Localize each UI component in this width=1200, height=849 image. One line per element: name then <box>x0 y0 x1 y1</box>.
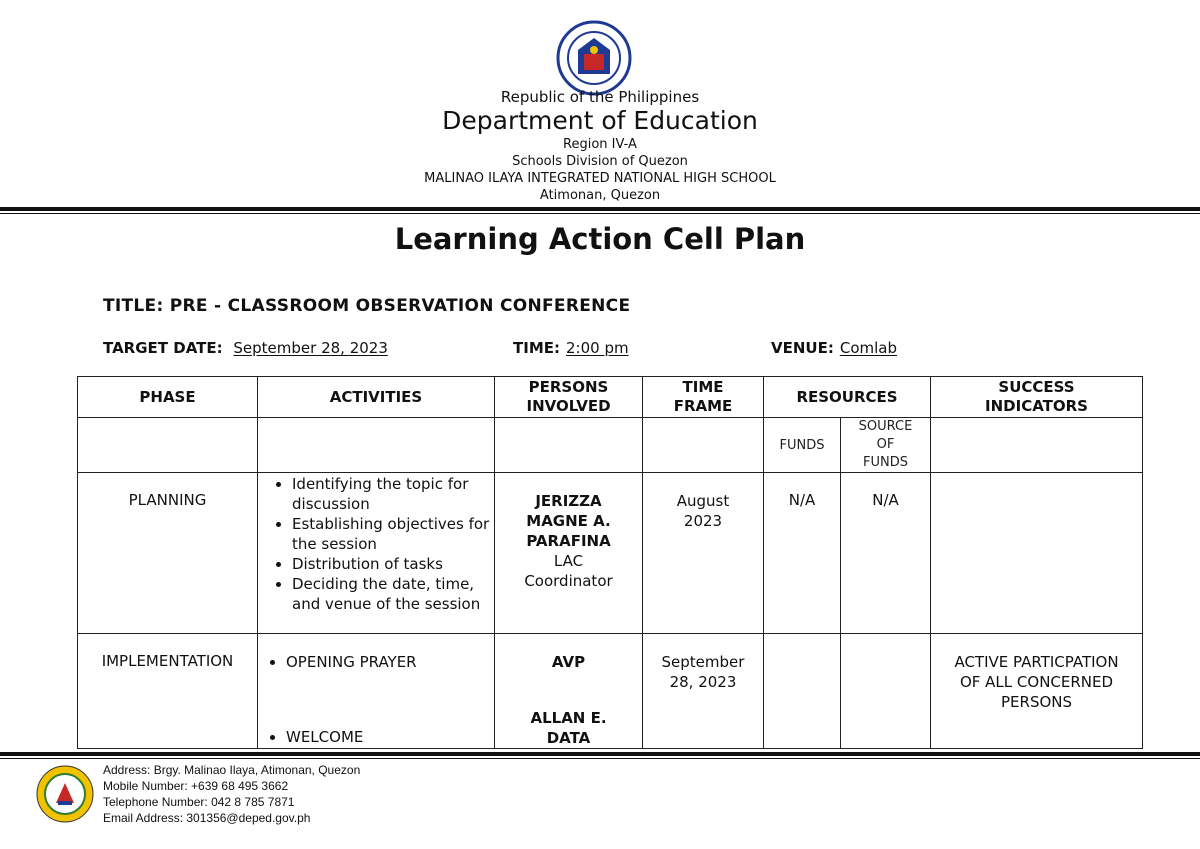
footer-divider-thin <box>0 758 1200 759</box>
table-subheader-row <box>78 418 1143 473</box>
subheader-funds: FUNDS <box>764 418 841 473</box>
list-item: • Deciding the date, time, and venue of the session <box>292 574 494 614</box>
source-planning: N/A <box>841 473 931 634</box>
header-phase: PHASE <box>78 377 258 418</box>
persons-planning: JERIZZA MAGNE A. PARAFINA LAC Coordinator <box>495 473 643 634</box>
funds-implementation <box>764 634 841 749</box>
header-persons: PERSONS INVOLVED <box>495 377 643 418</box>
footer-mobile: Mobile Number: +639 68 495 3662 <box>103 779 289 793</box>
list-item: • Identifying the topic for discussion <box>292 474 494 514</box>
footer-email: Email Address: 301356@deped.gov.ph <box>103 811 311 825</box>
list-item: • Establishing objectives for the session <box>292 514 494 554</box>
deped-seal-logo <box>556 20 632 96</box>
persons-implementation: AVP ALLAN E. DATA <box>495 634 643 749</box>
plan-title: TITLE: PRE - CLASSROOM OBSERVATION CONFERENCE <box>103 296 631 316</box>
division-name: Schools Division of Quezon <box>512 154 688 169</box>
activities-planning <box>258 473 495 634</box>
header-resources: RESOURCES <box>764 377 931 418</box>
list-item: • Distribution of tasks <box>292 554 494 574</box>
time-field <box>513 339 629 357</box>
phase-planning: PLANNING <box>78 473 258 634</box>
school-logo <box>36 765 94 823</box>
department-name: Department of Education <box>442 106 758 135</box>
list-item: • OPENING PRAYER <box>286 652 494 672</box>
funds-planning: N/A <box>764 473 841 634</box>
phase-implementation: IMPLEMENTATION <box>78 634 258 749</box>
footer-telephone: Telephone Number: 042 8 785 7871 <box>103 795 295 809</box>
venue-field <box>771 339 897 357</box>
footer-contact-info <box>103 762 360 826</box>
time-label: TIME: <box>513 339 560 357</box>
school-location: Atimonan, Quezon <box>539 188 661 203</box>
target-date-label: TARGET DATE: <box>103 339 223 357</box>
time-implementation: September 28, 2023 <box>643 634 764 749</box>
venue-value: Comlab <box>839 339 897 357</box>
header-divider <box>0 207 1200 211</box>
country-name: Republic of the Philippines <box>500 88 700 106</box>
document-title: Learning Action Cell Plan <box>394 222 806 256</box>
list-item: • WELCOME <box>286 727 494 747</box>
header-divider-thin <box>0 213 1200 214</box>
header-activities: ACTIVITIES <box>258 377 495 418</box>
time-planning: August 2023 <box>643 473 764 634</box>
region-name: Region IV-A <box>563 137 637 152</box>
source-implementation <box>841 634 931 749</box>
table-row <box>78 634 1143 749</box>
header-success: SUCCESS INDICATORS <box>931 377 1143 418</box>
header-time-frame: TIME FRAME <box>643 377 764 418</box>
activities-implementation <box>258 634 495 749</box>
footer-address: Address: Brgy. Malinao Ilaya, Atimonan, Quezon <box>103 763 361 777</box>
success-planning <box>931 473 1143 634</box>
table-row <box>78 473 1143 634</box>
table-header-row <box>78 377 1143 418</box>
venue-label: VENUE: <box>771 339 834 357</box>
subheader-source-of-funds: SOURCE OF FUNDS <box>841 418 931 473</box>
footer-divider <box>0 752 1200 756</box>
school-name: MALINAO ILAYA INTEGRATED NATIONAL HIGH SCHOOL <box>424 171 776 186</box>
time-value: 2:00 pm <box>566 339 629 357</box>
success-implementation: ACTIVE PARTICPATION OF ALL CONCERNED PERSONS <box>931 634 1143 749</box>
target-date-value: September 28, 2023 <box>233 339 388 357</box>
target-date-field <box>103 339 388 357</box>
lac-plan-table <box>77 376 1143 749</box>
